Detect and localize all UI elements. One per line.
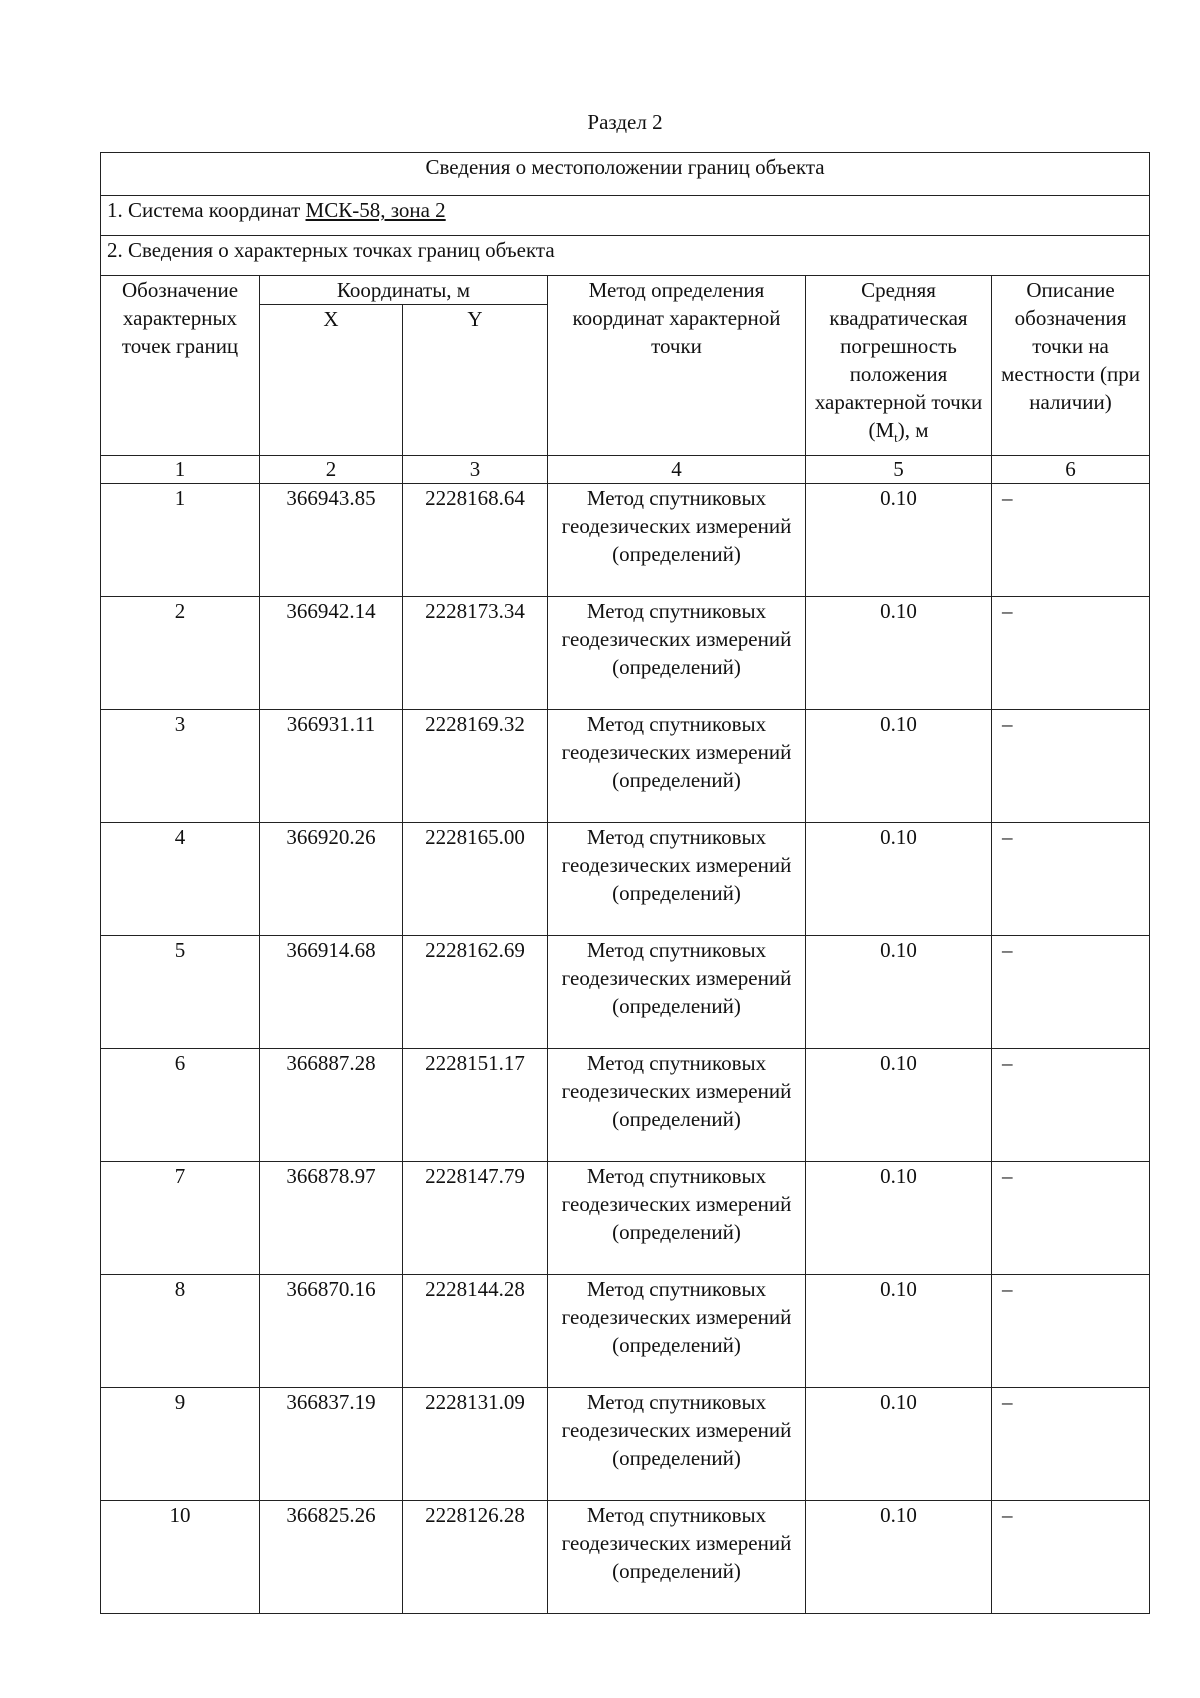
point-description: –	[992, 1501, 1150, 1614]
mean-error: 0.10	[806, 823, 992, 936]
header-y: Y	[403, 305, 548, 456]
coord-system-label: 1. Система координат	[107, 198, 301, 222]
table-row	[101, 1049, 1150, 1162]
column-number: 6	[992, 456, 1150, 484]
coord-x: 366870.16	[260, 1275, 403, 1388]
table-row	[101, 936, 1150, 1049]
mean-error: 0.10	[806, 1501, 992, 1614]
table-row	[101, 1501, 1150, 1614]
point-description: –	[992, 823, 1150, 936]
mean-error: 0.10	[806, 710, 992, 823]
mean-error: 0.10	[806, 1275, 992, 1388]
method: Метод спутниковых геодезических измерений (определений)	[548, 710, 806, 823]
method: Метод спутниковых геодезических измерений (определений)	[548, 1162, 806, 1275]
method: Метод спутниковых геодезических измерений (определений)	[548, 1049, 806, 1162]
point-number: 9	[101, 1388, 260, 1501]
point-number: 3	[101, 710, 260, 823]
banner-title: Сведения о местоположении границ объекта	[101, 153, 1150, 196]
coord-y: 2228151.17	[403, 1049, 548, 1162]
column-number: 4	[548, 456, 806, 484]
coord-y: 2228144.28	[403, 1275, 548, 1388]
banner-row	[101, 153, 1150, 196]
mean-error: 0.10	[806, 484, 992, 597]
point-description: –	[992, 484, 1150, 597]
mean-error: 0.10	[806, 1049, 992, 1162]
mean-error: 0.10	[806, 1162, 992, 1275]
column-number: 1	[101, 456, 260, 484]
mean-error: 0.10	[806, 597, 992, 710]
point-description: –	[992, 1388, 1150, 1501]
point-number: 10	[101, 1501, 260, 1614]
column-number: 2	[260, 456, 403, 484]
coord-x: 366943.85	[260, 484, 403, 597]
method: Метод спутниковых геодезических измерений (определений)	[548, 1501, 806, 1614]
point-number: 4	[101, 823, 260, 936]
coord-system-row	[101, 196, 1150, 236]
table-row	[101, 1162, 1150, 1275]
point-number: 7	[101, 1162, 260, 1275]
point-number: 5	[101, 936, 260, 1049]
mean-error: 0.10	[806, 936, 992, 1049]
point-description: –	[992, 1049, 1150, 1162]
coord-y: 2228169.32	[403, 710, 548, 823]
points-heading-row	[101, 236, 1150, 276]
coord-x: 366825.26	[260, 1501, 403, 1614]
section-title: Раздел 2	[587, 110, 663, 134]
header-x: X	[260, 305, 403, 456]
coord-y: 2228168.64	[403, 484, 548, 597]
mean-error: 0.10	[806, 1388, 992, 1501]
header-description: Описание обозначения точки на местности (при наличии)	[992, 276, 1150, 456]
method: Метод спутниковых геодезических измерений (определений)	[548, 484, 806, 597]
point-description: –	[992, 1162, 1150, 1275]
coord-y: 2228165.00	[403, 823, 548, 936]
column-number: 5	[806, 456, 992, 484]
points-heading: 2. Сведения о характерных точках границ объекта	[101, 236, 1150, 276]
boundary-points-table	[100, 152, 1150, 1614]
method: Метод спутниковых геодезических измерений (определений)	[548, 597, 806, 710]
method: Метод спутниковых геодезических измерений (определений)	[548, 1275, 806, 1388]
header-designation: Обозначение характерных точек границ	[101, 276, 260, 456]
point-description: –	[992, 710, 1150, 823]
table-row	[101, 710, 1150, 823]
table-row	[101, 1388, 1150, 1501]
header-coordinates: Координаты, м	[260, 276, 548, 305]
point-description: –	[992, 1275, 1150, 1388]
coord-x: 366878.97	[260, 1162, 403, 1275]
header-error-text: Средняя квадратическая погрешность положения характерной точки (M	[814, 278, 983, 442]
coord-system	[101, 196, 1150, 236]
coord-y: 2228131.09	[403, 1388, 548, 1501]
column-numbers-row	[101, 456, 1150, 484]
coord-y: 2228162.69	[403, 936, 548, 1049]
header-error-tail: ), м	[897, 418, 929, 442]
method: Метод спутниковых геодезических измерений (определений)	[548, 936, 806, 1049]
point-description: –	[992, 936, 1150, 1049]
coord-y: 2228126.28	[403, 1501, 548, 1614]
coord-x: 366931.11	[260, 710, 403, 823]
table-row	[101, 597, 1150, 710]
point-number: 6	[101, 1049, 260, 1162]
coord-x: 366887.28	[260, 1049, 403, 1162]
coord-x: 366942.14	[260, 597, 403, 710]
coord-y: 2228173.34	[403, 597, 548, 710]
header-error-sub: t	[894, 430, 898, 446]
table-row	[101, 823, 1150, 936]
method: Метод спутниковых геодезических измерений (определений)	[548, 1388, 806, 1501]
header-method: Метод определения координат характерной точки	[548, 276, 806, 456]
method: Метод спутниковых геодезических измерений (определений)	[548, 823, 806, 936]
table-row	[101, 1275, 1150, 1388]
coord-x: 366914.68	[260, 936, 403, 1049]
coord-y: 2228147.79	[403, 1162, 548, 1275]
column-number: 3	[403, 456, 548, 484]
header-error	[806, 276, 992, 456]
point-number: 8	[101, 1275, 260, 1388]
coord-system-value: МСК-58, зона 2	[305, 198, 446, 222]
table-row	[101, 484, 1150, 597]
point-description: –	[992, 597, 1150, 710]
header-row-1	[101, 276, 1150, 305]
point-number: 2	[101, 597, 260, 710]
coord-x: 366837.19	[260, 1388, 403, 1501]
coord-x: 366920.26	[260, 823, 403, 936]
point-number: 1	[101, 484, 260, 597]
